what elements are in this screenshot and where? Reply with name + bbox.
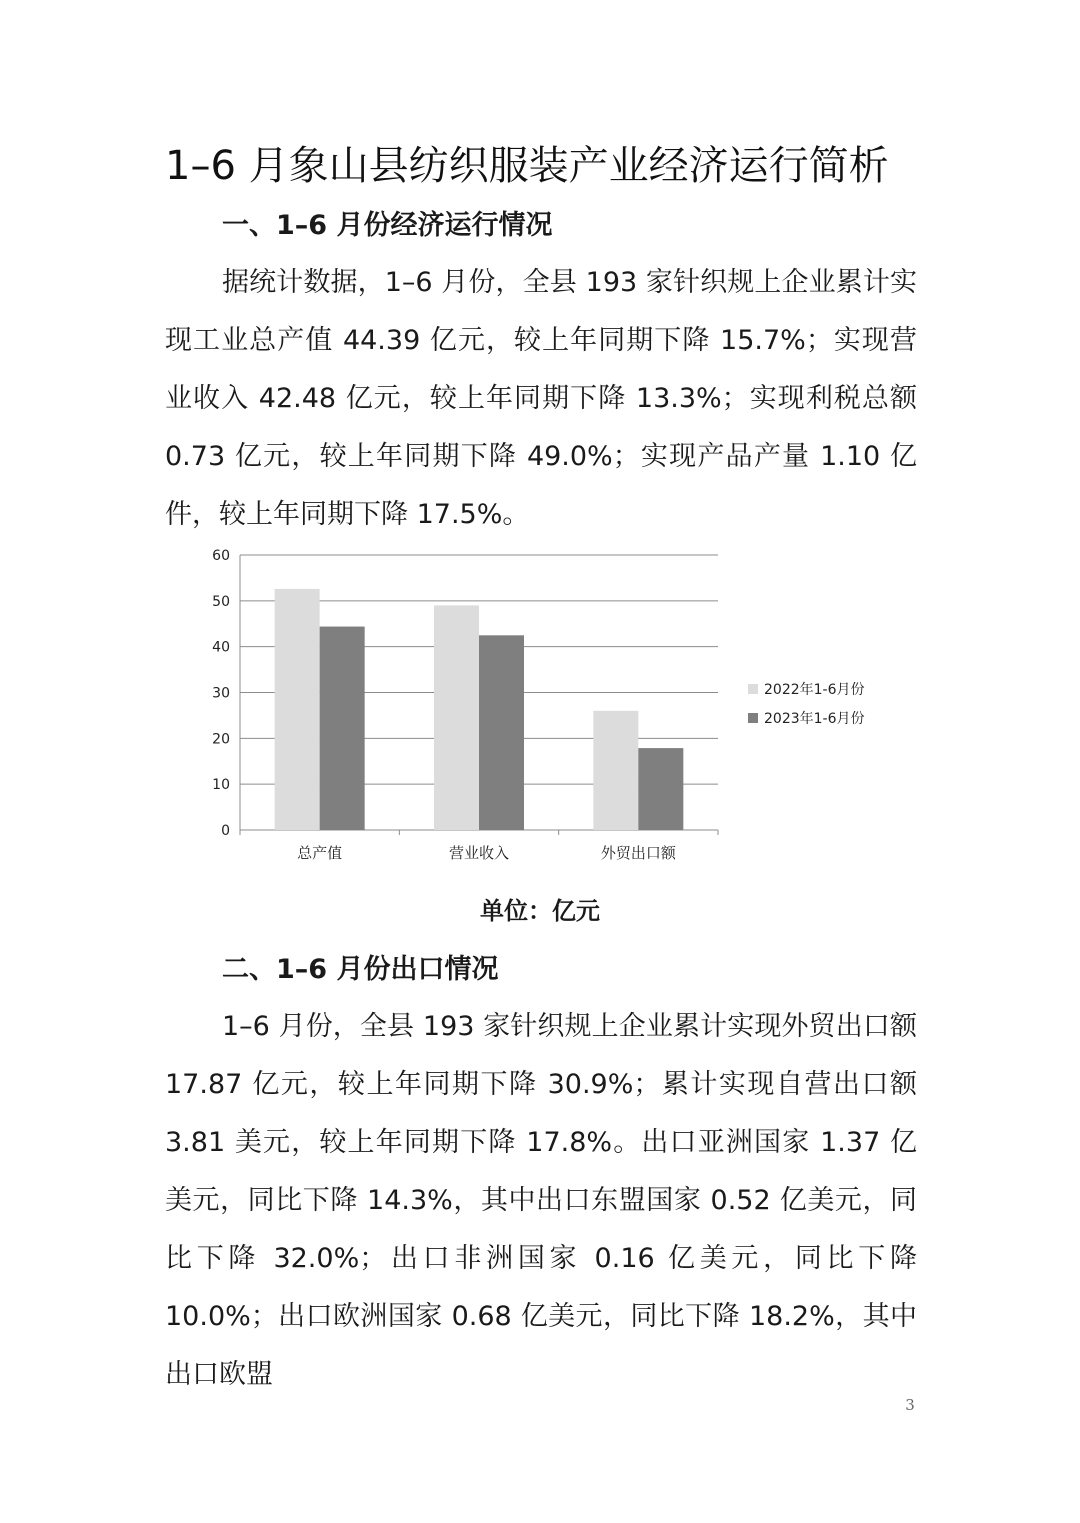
legend-swatch — [748, 684, 758, 694]
y-tick-label: 30 — [212, 685, 230, 702]
section1-paragraph: 据统计数据，1–6 月份，全县 193 家针织规上企业累计实现工业总产值 44.39 亿元，较上年同期下降 15.7%；实现营业收入 42.48 亿元，较上年同期下降 13.3%；实现利税总额 0.73 亿元，较上年同期下降 49.0%；实现产品产量 1.10 亿件，较上年同期下降 17.5%。 — [165, 267, 917, 530]
legend-swatch — [748, 713, 758, 723]
legend-label: 2022年1-6月份 — [764, 682, 865, 698]
section2-heading: 二、1–6 月份出口情况 — [222, 954, 499, 985]
y-tick-label: 40 — [212, 639, 230, 656]
bar — [320, 627, 365, 830]
section1-heading: 一、1–6 月份经济运行情况 — [222, 210, 553, 241]
x-category-label: 营业收入 — [448, 844, 510, 862]
y-tick-label: 10 — [212, 777, 230, 794]
page-number: 3 — [905, 1396, 915, 1414]
section2-paragraph: 1–6 月份，全县 193 家针织规上企业累计实现外贸出口额 17.87 亿元，较上年同期下降 30.9%；累计实现自营出口额 3.81 美元，较上年同期下降 17.8%。出口亚洲国家 1.37 亿美元，同比下降 14.3%，其中出口东盟国家 0.52 亿美元，同比下降 32.0%；出口非洲国家 0.16 亿美元，同比下降 10.0%；出口欧洲国家 0.68 亿美元，同比下降 18.2%，其中出口欧盟 — [165, 1011, 917, 1390]
bar-chart — [195, 540, 895, 880]
bar — [479, 635, 524, 830]
document-title: 1–6 月象山县纺织服装产业经济运行简析 — [165, 143, 889, 189]
legend-label: 2023年1-6月份 — [764, 711, 865, 727]
chart-unit-caption: 单位：亿元 — [480, 897, 600, 925]
bar — [593, 711, 638, 830]
bar — [638, 748, 683, 830]
bar — [275, 589, 320, 830]
y-tick-label: 0 — [221, 823, 230, 839]
x-category-label: 总产值 — [297, 844, 343, 862]
y-tick-label: 60 — [212, 548, 230, 564]
y-tick-label: 50 — [212, 593, 230, 610]
x-category-label: 外贸出口额 — [600, 844, 676, 862]
bar — [434, 605, 479, 830]
y-tick-label: 20 — [212, 731, 230, 748]
